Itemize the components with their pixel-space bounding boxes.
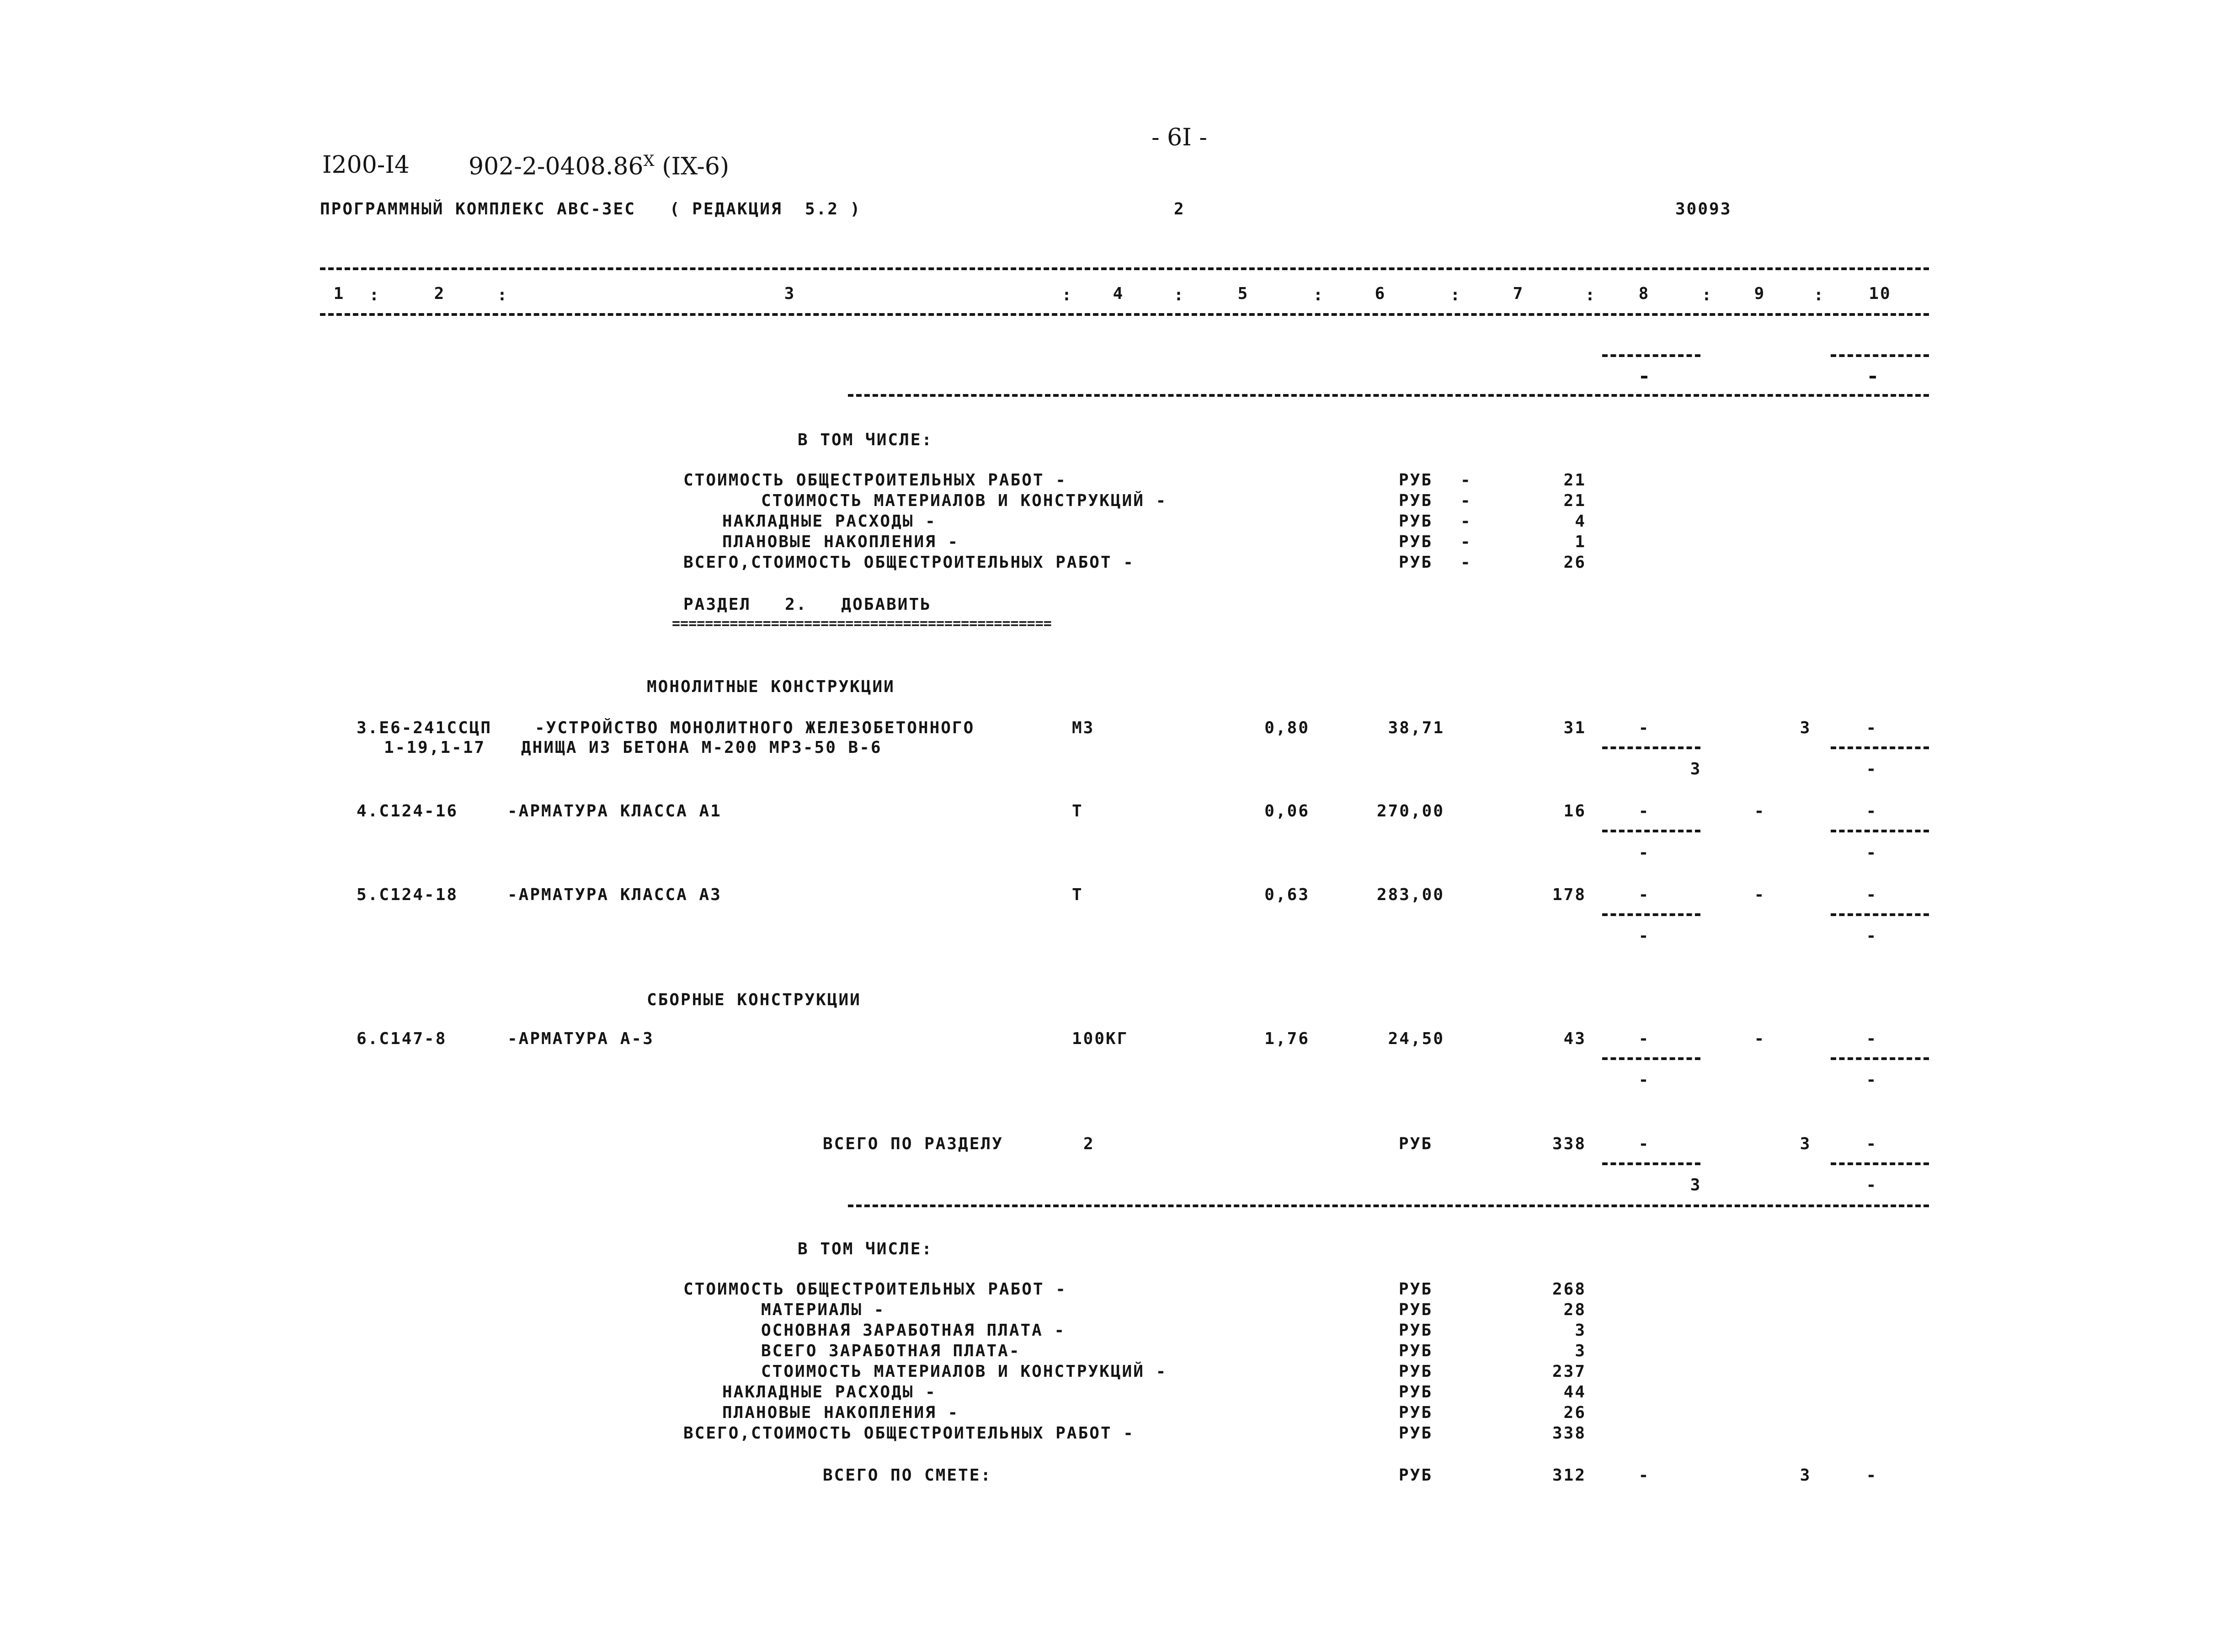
row-code: 5.С124-18 [357,885,458,904]
summary-heading: В ТОМ ЧИСЛЕ: [798,431,933,449]
summary-label: СТОИМОСТЬ ОБЩЕСТРОИТЕЛЬНЫХ РАБОТ - [683,471,1067,490]
row-total: 31 [1563,719,1586,737]
summary-label: СТОИМОСТЬ ОБЩЕСТРОИТЕЛЬНЫХ РАБОТ - [683,1280,1067,1299]
row-code-continued: 1-19,1-17 [384,738,486,757]
row-price: 270,00 [1376,802,1444,821]
row-quantity: 1,76 [1264,1029,1310,1048]
row-description: -УСТРОЙСТВО МОНОЛИТНОГО ЖЕЛЕЗОБЕТОННОГО [535,719,975,737]
col-header-3: 3 [784,284,796,303]
row-unit: 100КГ [1072,1029,1129,1048]
col-header-7: 7 [1513,284,1524,303]
summary-label: СТОИМОСТЬ МАТЕРИАЛОВ И КОНСТРУКЦИЙ - [761,491,1167,510]
section-total-label: ВСЕГО ПО РАЗДЕЛУ [823,1135,1003,1153]
row-description: -АРМАТУРА КЛАССА А3 [507,885,722,904]
section-title-underline: ============================================== [672,616,1052,632]
row-unit: Т [1072,802,1083,821]
estimate-page: - 6I - I200-I4 $902-2-0408.86^X$ (IX-6) ПРОГРАММНЫЙ КОМПЛЕКС АВС-3ЕС ( РЕДАКЦИЯ 5.2 ) 2 30093 1 2 3 4 5 6 7 8 9 10 : : : : : : : : : В ТОМ ЧИСЛЕ: СТОИМОСТЬ ОБЩЕСТРОИТЕЛЬНЫХ РАБОТ - РУБ - 21 СТОИМОСТЬ МАТЕРИАЛОВ И КОНСТРУКЦИЙ - РУБ - 21 НАКЛАДНЫЕ РАСХОДЫ - РУБ - 4 ПЛАНОВЫЕ НАКОПЛЕНИЯ - РУБ - 1 ВСЕГО,СТОИМОСТЬ ОБЩЕСТРОИТЕЛЬНЫХ РАБОТ - РУБ - 26 РАЗДЕЛ 2. ДОБАВИТЬ ============================================== МОНОЛИТНЫЕ КОНСТРУКЦИИ 3.Е6-241ССЦП -УСТРОЙСТВО МОНОЛИТНОГО ЖЕЛЕЗОБЕТОННОГО 1-19,1-17 ДНИЩА ИЗ БЕТОНА М-200 МРЗ-50 В-6 М3 0,80 38,71 31 - 3 - 3 - 4.С124-16 -АРМАТУРА КЛАССА А1 Т 0,06 270,00 16 - - - - - 5.С124-18 -АРМАТУРА КЛАССА А3 Т 0,63 283,00 178 - - - - - СБОРНЫЕ КОНСТРУКЦИИ 6.С147-8 -АРМАТУРА А-3 100КГ 1,76 24,50 43 - - - - - ВСЕГО ПО РАЗДЕЛУ 2 РУБ 338 - 3 - 3 - В ТОМ ЧИСЛЕ: СТОИМОСТЬ ОБЩЕСТРОИТЕЛЬНЫХ РАБОТ - РУБ 268 МАТЕРИАЛЫ - РУБ 28 ОСНОВНАЯ ЗАРАБОТНАЯ ПЛАТА - РУБ 3 ВСЕГО ЗАРАБОТНАЯ ПЛАТА- РУБ 3 СТОИМОСТЬ МАТЕРИАЛОВ И КОНСТРУКЦИЙ - РУБ 237 НАКЛАДНЫЕ РАСХОДЫ - РУБ 44 ПЛАНОВЫЕ НАКОПЛЕНИЯ - РУБ 26 ВСЕГО,СТОИМОСТЬ ОБЩЕСТРОИТЕЛЬНЫХ РАБОТ - РУБ 338 ВСЕГО ПО СМЕТЕ: РУБ 312 - 3 - [0,0,2227,1652]
row-description: -АРМАТУРА КЛАССА А1 [507,802,722,821]
group-heading: МОНОЛИТНЫЕ КОНСТРУКЦИИ [647,677,895,696]
row-quantity: 0,80 [1264,719,1310,737]
col-header-1: 1 [333,284,345,303]
summary-label: МАТЕРИАЛЫ - [761,1300,885,1319]
row-price: 24,50 [1388,1029,1444,1048]
col-header-10: 10 [1869,284,1891,303]
row-description-continued: ДНИЩА ИЗ БЕТОНА М-200 МРЗ-50 В-6 [521,738,882,757]
row-total: 16 [1563,802,1586,821]
section-title: РАЗДЕЛ 2. ДОБАВИТЬ [683,595,932,614]
doc-code-number: 30093 [1675,200,1732,218]
row-quantity: 0,06 [1264,802,1310,821]
doc-number: $902-2-0408.86^X$ (IX-6) [469,152,730,181]
row-quantity: 0,63 [1264,885,1310,904]
col-header-5: 5 [1237,284,1249,303]
section-total-value: 338 [1552,1135,1586,1153]
col-header-6: 6 [1375,284,1386,303]
row-price: 283,00 [1376,885,1444,904]
summary-label: ВСЕГО,СТОИМОСТЬ ОБЩЕСТРОИТЕЛЬНЫХ РАБОТ - [683,1424,1135,1443]
summary-label: СТОИМОСТЬ МАТЕРИАЛОВ И КОНСТРУКЦИЙ - [761,1362,1167,1381]
summary-label: ПЛАНОВЫЕ НАКОПЛЕНИЯ - [722,1403,959,1422]
summary-label: ВСЕГО ЗАРАБОТНАЯ ПЛАТА- [761,1342,1021,1360]
summary-label: ОСНОВНАЯ ЗАРАБОТНАЯ ПЛАТА - [761,1321,1066,1340]
group-heading: СБОРНЫЕ КОНСТРУКЦИИ [647,991,861,1009]
header-top-rule [320,267,1929,270]
row-price: 38,71 [1388,719,1444,737]
summary-label: ПЛАНОВЫЕ НАКОПЛЕНИЯ - [722,533,959,551]
row-unit: Т [1072,885,1083,904]
section2-total-rule [848,1204,1929,1207]
grand-total-label: ВСЕГО ПО СМЕТЕ: [823,1466,992,1485]
summary-label: ВСЕГО,СТОИМОСТЬ ОБЩЕСТРОИТЕЛЬНЫХ РАБОТ - [683,553,1135,572]
program-name: ПРОГРАММНЫЙ КОМПЛЕКС АВС-3ЕС ( РЕДАКЦИЯ 5.2 ) [320,200,862,218]
row-unit: М3 [1072,719,1095,737]
header-bottom-rule [320,313,1929,316]
row-code: 6.С147-8 [357,1029,447,1048]
summary-heading: В ТОМ ЧИСЛЕ: [798,1240,933,1258]
col-header-8: 8 [1638,284,1650,303]
sheet-number: 2 [1174,200,1185,218]
col-header-4: 4 [1113,284,1124,303]
doc-code: I200-I4 [322,151,410,179]
grand-total-value: 312 [1552,1466,1586,1485]
col-header-2: 2 [434,284,446,303]
summary-label: НАКЛАДНЫЕ РАСХОДЫ - [722,512,937,531]
row-description: -АРМАТУРА А-3 [507,1029,654,1048]
section-total-number: 2 [1083,1135,1095,1153]
summary-label: НАКЛАДНЫЕ РАСХОДЫ - [722,1383,937,1402]
row-code: 4.С124-16 [357,802,458,821]
row-total: 178 [1552,885,1586,904]
section1-total-rule [848,394,1929,397]
row-total: 43 [1563,1029,1586,1048]
col-header-9: 9 [1754,284,1766,303]
row-code: 3.Е6-241ССЦП [357,719,492,737]
page-number: - 6I - [1151,124,1207,151]
